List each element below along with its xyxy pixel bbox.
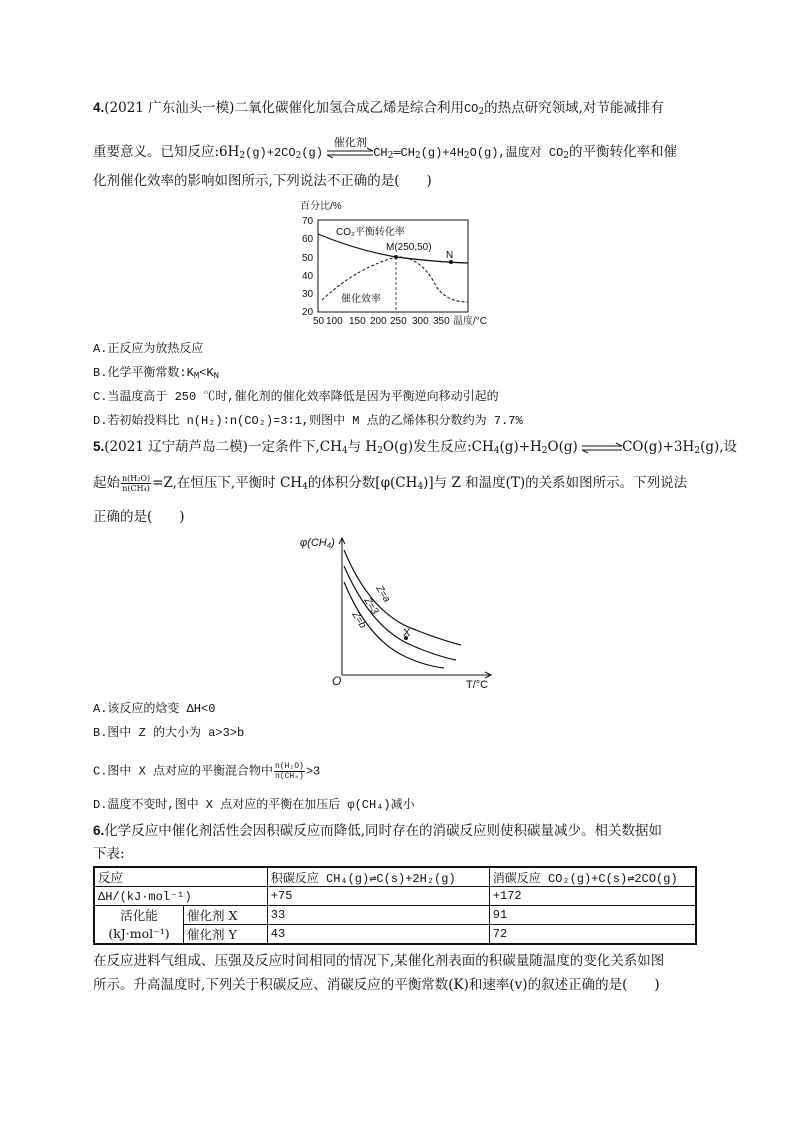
fraction-numerator: n(H₂O) [122,474,151,483]
activation-energy-unit: (kJ·mol⁻¹) [108,925,170,941]
q5-option-c-tail: >3 [305,764,321,779]
q5-fraction [121,474,151,493]
q5-text-c: O(g)发生反应:CH [382,439,494,455]
q4-option-b-text: B.化学平衡常数:K [93,366,194,380]
catalyst-label: 催化剂 [333,135,367,149]
table-row [94,906,696,925]
point-m [394,255,398,259]
q5-chart-ylabel: φ(CH₄) [300,537,335,549]
table-cell: +172 [489,887,696,906]
q4-ytick: 30 [302,289,314,300]
q5-option-a[interactable]: A.该反应的焓变 ΔH<0 [93,702,216,716]
q4-ytick: 50 [302,253,314,264]
q4-reaction-e: ═CH [393,146,415,160]
table-header-cell: 积碳反应 CH₄(g)⇌C(s)+2H₂(g) [267,867,489,887]
q5-chart [296,530,506,692]
point-n-label: N [446,250,454,261]
q4-option-d[interactable]: D.若初始投料比 n(H₂)∶n(CO₂)=3∶1,则图中 M 点的乙烯体积分数约为 7.7% [93,414,523,428]
table-cell: 33 [267,906,489,925]
q4-text: (2021 广东汕头一模)二氧化碳催化加氢合成乙烯是综合利用 [104,100,464,116]
q5-line2-a: 起始 [93,475,120,491]
equilibrium-arrow [327,135,373,159]
q4-xtick: 300 [412,316,429,327]
q5-chart-xlabel: T/°C [466,679,489,691]
q5-option-c-text: C.图中 X 点对应的平衡混合物中 [93,764,274,779]
q5-option-c-fraction [274,762,305,781]
fraction-denominator: n(CH₄) [275,772,304,781]
table-header-cell: 消碳反应 CO₂(g)+C(s)⇌2CO(g) [489,867,696,887]
table-cell: 催化剂 X [184,906,268,925]
table-cell: 91 [489,906,696,925]
label-z-b: Z=b [349,609,369,631]
q5-option-c[interactable] [93,762,320,781]
q6-data-table [93,866,697,945]
fraction-numerator: n(H₂O) [275,762,304,771]
q4-line2: 重要意义。已知反应$:6H_2(g)+2CO_2(g)$ 催化剂 $CH_2═CH_2(g)+4H_2O(g)$,温度对 $CO_2$的平衡转化率和催 [93,135,678,161]
label-z-3: Z=3 [361,595,381,617]
q4-line3: 化剂催化效率的影响如图所示,下列说法不正确的是( ) [93,173,432,189]
q6-number: 6. [93,823,105,838]
q4-ytick: 60 [302,234,314,245]
q4-number: 4. [93,100,105,115]
table-row [94,867,696,887]
table-cell: 72 [489,925,696,945]
q4-reaction-h: 的平衡转化率和催 [569,144,678,160]
q4-xtick: 350 [433,316,450,327]
q5-text-g: (g),设 [700,439,738,455]
q4-option-b-lt: <K [199,366,214,380]
q4-xtick: 250 [390,316,407,327]
q5-text-a: (2021 辽宁葫芦岛二模)一定条件下,CH [104,439,342,455]
co2-conversion-label: CO₂平衡转化率 [336,227,405,238]
table-cell: +75 [267,887,489,906]
q4-reaction-b: (g)+2CO [245,146,296,160]
q5-line2-d: )]与 Z 和温度(T)的关系如图所示。下列说法 [423,475,688,491]
catalytic-efficiency-label: 催化效率 [341,294,381,305]
q4-xtick: 50 [313,316,325,327]
q5-number: 5. [93,439,105,454]
q4-xtick: 200 [370,316,387,327]
q4-reaction-c: (g) [301,146,323,160]
q4-line1: 4.(2021 广东汕头一模)二氧化碳催化加氢合成乙烯是综合利用$CO_2$的热点研究领域,对节能减排有 [93,100,664,117]
activation-energy-label: 活化能 [120,907,158,923]
q5-option-b[interactable]: B.图中 Z 的大小为 a>3>b [93,726,245,740]
q5-line3: 正确的是( ) [93,509,185,525]
q5-origin: O [332,674,342,688]
table-cell: 43 [267,925,489,945]
q5-line2: 起始 $\frac{\text{n(H₂O)}}{\text{n(CH₄)}}$ =Z,在恒压下,平衡时 $CH_4$的体积分数$[\varphi(CH_4)]$与 Z 和温度(T)的关系如图所示。下列说法 [93,474,688,493]
q6-line2: 下表: [93,846,125,862]
fraction-denominator: n(CH₄) [122,484,150,493]
q4-ytick: 40 [302,271,314,282]
q6-after-line1: 在反应进料气组成、压强及反应时间相同的情况下,某催化剂表面的积碳量随温度的变化关系如图 [93,953,665,969]
q4-ytick: 20 [302,307,314,318]
table-header-cell: 反应 [94,867,267,887]
q4-option-b-sub-m: M [193,371,200,381]
table-row [94,925,696,945]
q6-after-line2: 所示。升高温度时,下列关于积碳反应、消碳反应的平衡常数(K)和速率(v)的叙述正确的是( ) [93,977,660,993]
equilibrium-arrow [582,442,622,454]
q4-option-c[interactable]: C.当温度高于 250 ℃时,催化剂的催化效率降低是因为平衡逆向移动引起的 [93,390,499,404]
q6-text: 化学反应中催化剂活性会因积碳反应而降低,同时存在的消碳反应则使积碳量减少。相关数据如 [104,823,663,839]
q5-line1: 5.(2021 辽宁葫芦岛二模)一定条件下$,CH_4$与 $H_2O(g)$发生反应$:CH_4(g)+H_2O(g)$ $CO(g)+3H_2(g)$,设 [93,439,738,456]
q4-chart-xlabel: 温度/°C [453,316,487,327]
q5-text-e: O(g) [547,439,578,455]
q4-ytick: 70 [302,216,314,227]
q5-line2-c: 的体积分数[φ(CH [307,475,418,491]
q6-line1 [93,822,662,840]
point-x-label: X [403,627,411,639]
q5-text-f: CO(g)+3H [622,439,695,455]
q5-option-d[interactable]: D.温度不变时,图中 X 点对应的平衡在加压后 φ(CH₄)减小 [93,798,415,812]
table-cell: 催化剂 Y [184,925,268,945]
q4-co2: CO [463,102,479,116]
table-row [94,887,696,906]
q4-chart [296,198,506,330]
q4-reaction-a: 重要意义。已知反应:6H [93,144,240,160]
q5-line2-b: =Z,在恒压下,平衡时 CH [152,475,303,491]
q4-xtick: 100 [326,316,343,327]
table-cell-activation-energy [94,906,184,945]
q4-reaction-d: CH [373,146,388,160]
q4-option-a[interactable]: A.正反应为放热反应 [93,342,204,356]
q4-option-b-sub-n: N [213,371,220,381]
label-z-a: Z=a [373,583,393,605]
q4-option-b[interactable] [93,364,219,385]
q4-reaction-g: O(g),温度对 CO [469,146,564,160]
q4-xtick: 150 [349,316,366,327]
q4-text-tail: 的热点研究领域,对节能减排有 [484,100,664,116]
point-m-label: M(250,50) [386,242,432,253]
table-cell: ΔH/(kJ·mol⁻¹) [94,887,267,906]
q5-text-d: (g)+H [499,439,542,455]
q4-chart-ylabel: 百分比/% [300,201,342,212]
q4-reaction-f: (g)+4H [420,146,464,160]
q5-text-b: 与 H [347,439,378,455]
